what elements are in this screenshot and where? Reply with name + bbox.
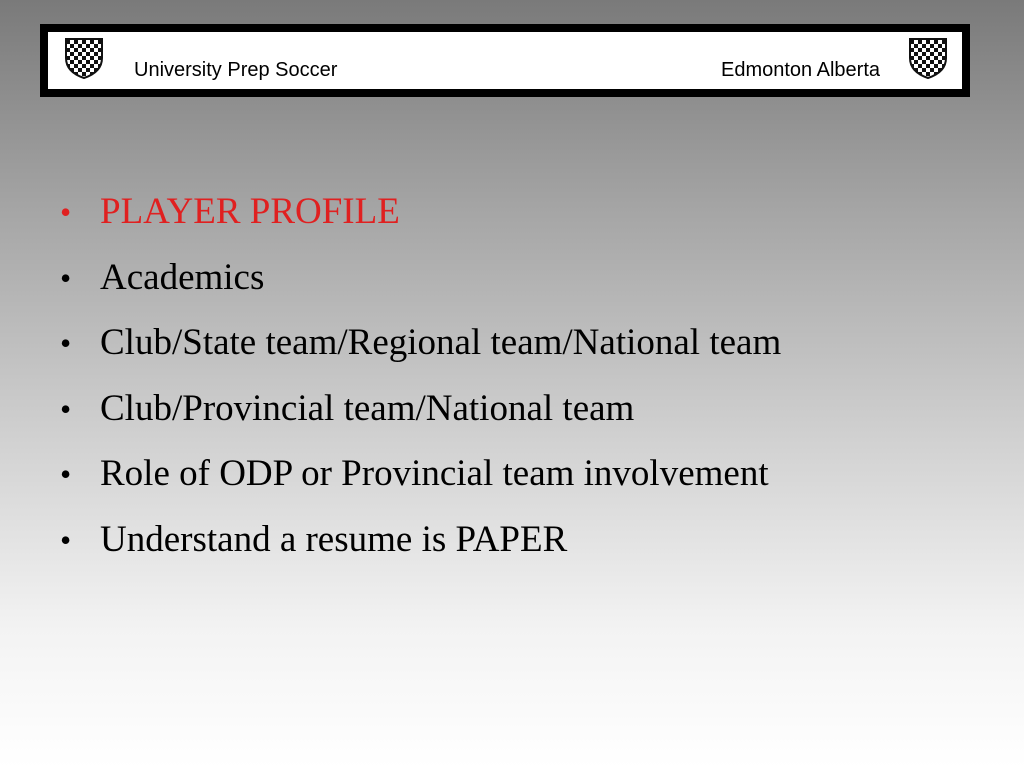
bullet-item-club-provincial [58, 383, 781, 449]
bullet-icon: • [60, 390, 72, 427]
bullet-icon: • [60, 456, 72, 493]
bullet-icon: • [60, 521, 72, 558]
bullet-item-odp-role [58, 448, 781, 514]
bullet-text: Club/Provincial team/National team [100, 387, 635, 429]
bullet-text: Role of ODP or Provincial team involvement [100, 453, 769, 495]
bullet-text: Understand a resume is PAPER [100, 518, 568, 560]
bullet-text: PLAYER PROFILE [100, 191, 400, 232]
header-banner [48, 32, 962, 89]
bullet-icon: • [60, 325, 72, 362]
header-title-left: University Prep Soccer [134, 59, 338, 81]
bullet-item-resume [58, 514, 781, 580]
header-title-right: Edmonton Alberta [721, 59, 880, 81]
bullet-item-club-state [58, 317, 781, 383]
bullet-item-player-profile [58, 186, 781, 252]
header-bar [40, 24, 970, 97]
bullet-item-academics [58, 252, 781, 318]
bullet-text: Club/State team/Regional team/National team [100, 322, 782, 364]
bullet-icon: • [60, 259, 72, 296]
crest-icon [906, 36, 950, 80]
crest-icon [62, 36, 106, 80]
bullet-list [58, 186, 781, 580]
bullet-text: Academics [100, 256, 265, 298]
bullet-icon: • [60, 194, 72, 230]
